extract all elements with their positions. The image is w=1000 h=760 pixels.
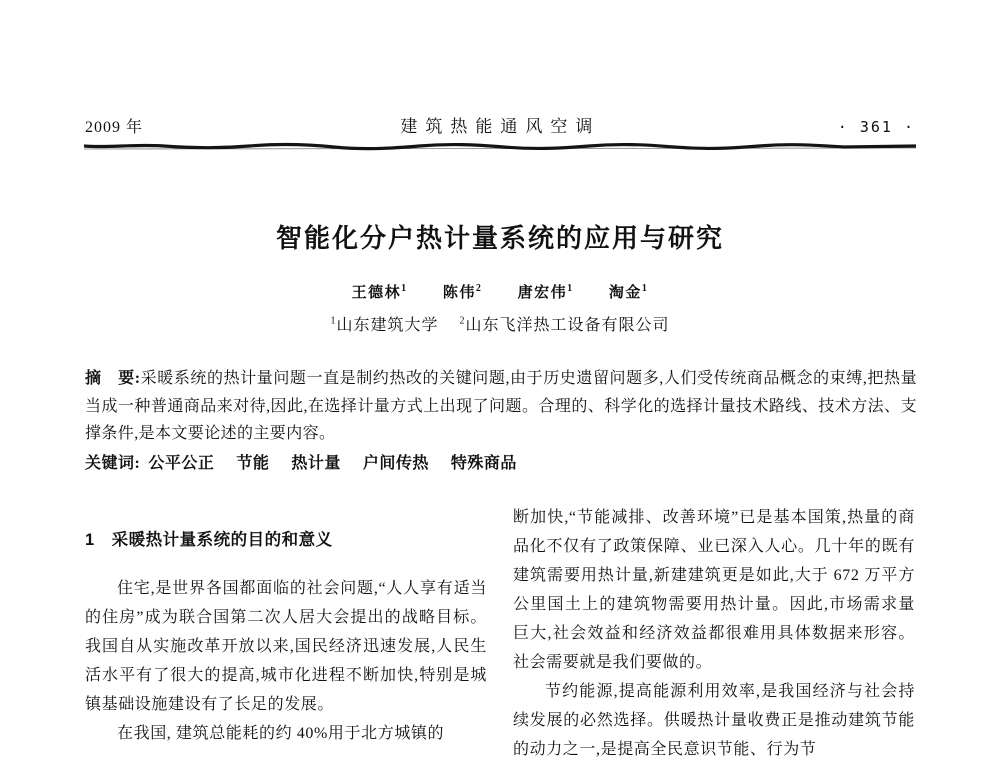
article-title: 智能化分户热计量系统的应用与研究	[275, 223, 724, 253]
body-columns	[85, 503, 915, 760]
author	[518, 285, 574, 301]
author	[443, 285, 483, 301]
header-rule	[84, 141, 916, 153]
abstract	[85, 365, 917, 448]
header-year: 2009 年	[85, 119, 144, 136]
affil-mark: 1	[330, 315, 337, 327]
author-affil-mark: 1	[567, 283, 574, 294]
body-paragraph: 节约能源,提高能源利用效率,是我国经济与社会持续发展的必然选择。供暖热计量收费正是推动建筑节能的动力之一,是提高全民意识节能、行为节	[513, 683, 915, 758]
affil-name: 山东飞洋热工设备有限公司	[465, 317, 670, 334]
page-number: · 361 ·	[837, 118, 915, 136]
right-column	[513, 503, 915, 760]
section-heading: 1 采暖热计量系统的目的和意义	[85, 531, 333, 549]
author-affil-mark: 2	[475, 283, 483, 294]
abstract-text: 采暖系统的热计量问题一直是制约热改的关键问题,由于历史遗留问题多,人们受传统商品概念的束缚,把热量当成一种普通商品来对待,因此,在选择计量方式上出现了问题。合理的、科学化的选择计量技术路线、技术方法、支撑条件,是本文要论述的主要内容。	[85, 370, 917, 442]
keyword: 户间传热	[362, 455, 429, 472]
author-name: 唐宏伟	[517, 285, 568, 301]
body-paragraph: 在我国, 建筑总能耗的约 40%用于北方城镇的	[117, 725, 445, 742]
author-affil-mark: 1	[401, 283, 408, 294]
keywords-line	[85, 450, 917, 473]
author-name: 王德林	[351, 285, 402, 301]
authors-line	[0, 281, 1000, 302]
affil-name: 山东建筑大学	[336, 317, 439, 334]
author-affil-mark: 1	[641, 283, 649, 294]
affiliation	[460, 317, 670, 334]
author-name: 淘金	[608, 285, 642, 301]
keyword: 特殊商品	[450, 455, 517, 472]
abstract-label: 摘 要:	[85, 370, 141, 387]
keyword: 节能	[236, 455, 270, 472]
author	[352, 285, 408, 301]
body-paragraph: 住宅,是世界各国都面临的社会问题,“人人享有适当的住房”成为联合国第二次人居大会提出的战略目标。我国自从实施改革开放以来,国民经济迅速发展,人民生活水平有了很大的提高,城市化进程不断加快,特别是城镇基础设施建设有了长足的发展。	[85, 580, 487, 713]
keywords-label: 关键词:	[85, 455, 141, 472]
keyword: 热计量	[291, 455, 341, 472]
affiliation	[330, 317, 438, 334]
body-paragraph: 断加快,“节能减排、改善环境”已是基本国策,热量的商品化不仅有了政策保障、业已深入人心。几十年的既有建筑需要用热计量,新建建筑更是如此,大于 672 万平方公里国土上的建筑物需要用热计量。因此,市场需求量巨大,社会效益和经济效益都很难用具体数据来形容。社会需要就是我们要做的。	[513, 509, 915, 671]
header-rule-line	[84, 141, 916, 153]
left-column	[85, 503, 487, 760]
affiliations-line	[0, 312, 1000, 335]
author	[609, 285, 649, 301]
affil-mark: 2	[459, 315, 466, 327]
journal-title: 建筑热能通风空调	[400, 117, 601, 136]
running-head	[85, 112, 915, 137]
keyword: 公平公正	[148, 455, 215, 472]
author-name: 陈伟	[442, 285, 476, 301]
